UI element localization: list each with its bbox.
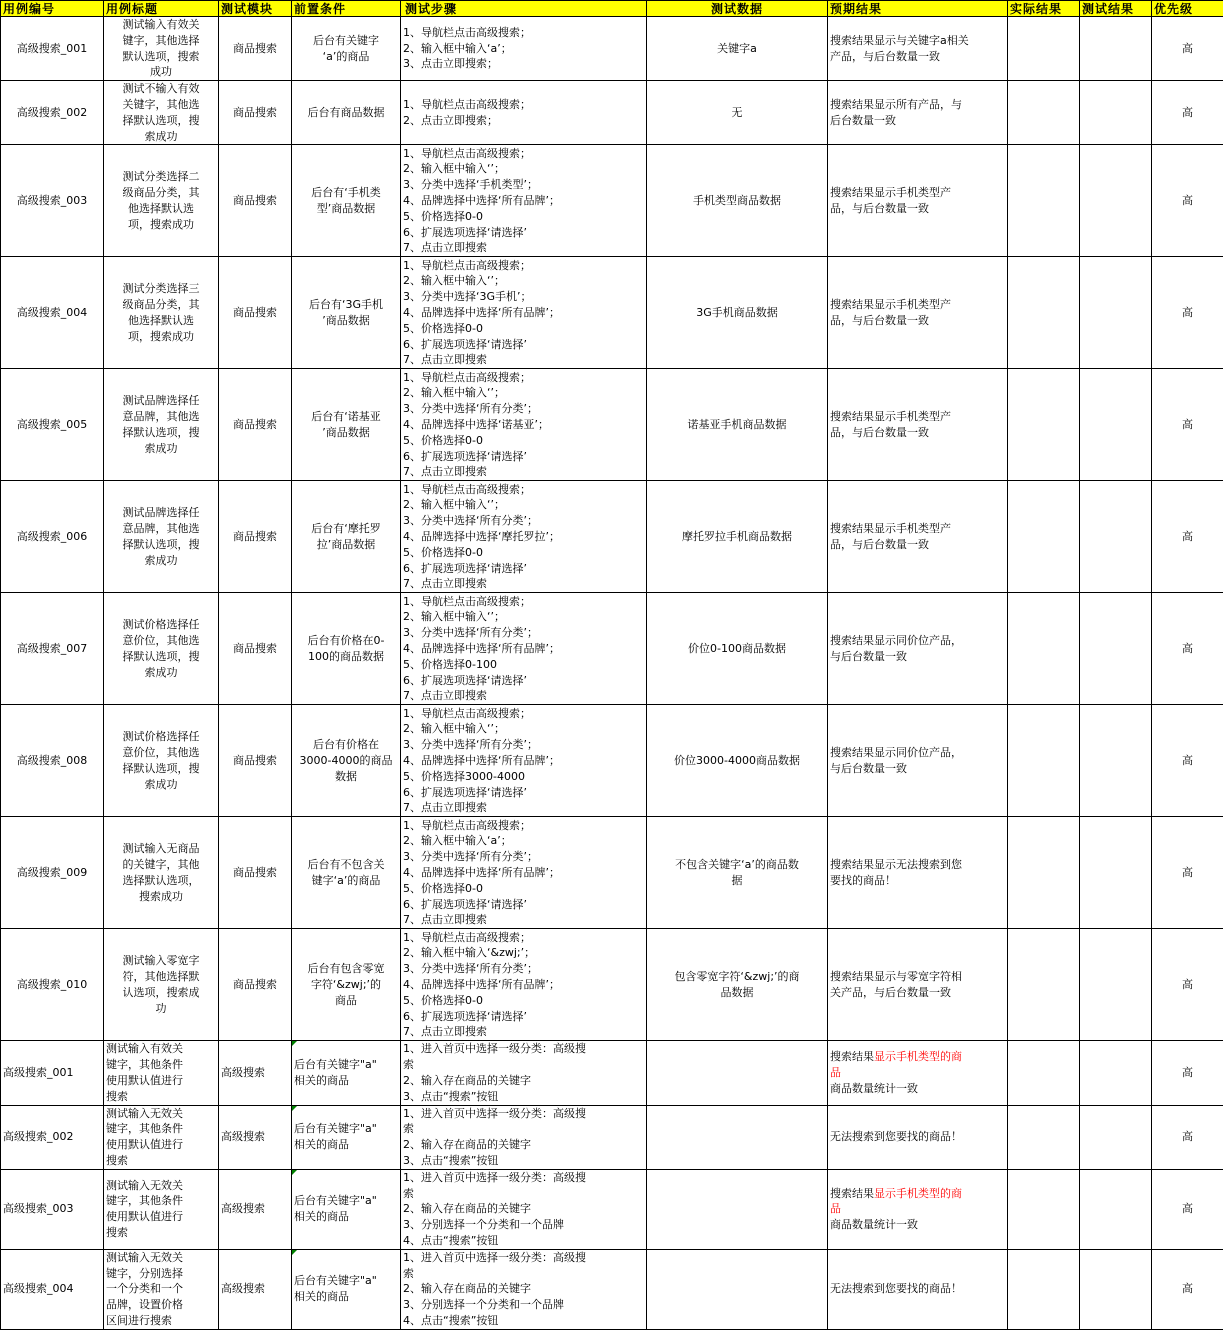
- table-row: [1, 369, 1223, 481]
- cell-actual-result[interactable]: [1008, 81, 1080, 145]
- cell-steps[interactable]: 1、导航栏点击高级搜索； 2、输入框中输入‘a’； 3、点击立即搜索；: [401, 17, 647, 81]
- cell-case-id[interactable]: 高级搜索_003: [1, 145, 104, 257]
- cell-test-result[interactable]: [1080, 257, 1152, 369]
- cell-case-id[interactable]: 高级搜索_003: [1, 1169, 104, 1249]
- cell-steps[interactable]: 1、导航栏点击高级搜索； 2、输入框中输入‘’； 3、分类中选择‘所有分类’； 4、品牌选择中选择‘摩托罗拉’； 5、价格选择0-0 6、扩展选项选择‘请选择’ 7、点击立即搜索: [401, 481, 647, 593]
- cell-test-result[interactable]: [1080, 1169, 1152, 1249]
- cell-case-id[interactable]: 高级搜索_005: [1, 369, 104, 481]
- header-actual[interactable]: 实际结果: [1008, 1, 1080, 17]
- cell-case-id[interactable]: 高级搜索_002: [1, 81, 104, 145]
- cell-actual-result[interactable]: [1008, 17, 1080, 81]
- cell-expected-result[interactable]: [828, 1169, 1008, 1249]
- cell-precondition[interactable]: 后台有关键字"a" 相关的商品: [292, 1169, 401, 1249]
- cell-steps[interactable]: 1、进入首页中选择一级分类：高级搜 索 2、输入存在商品的关键字 3、点击“搜索”按钮: [401, 1041, 647, 1105]
- cell-test-result[interactable]: [1080, 1041, 1152, 1105]
- cell-priority[interactable]: 高: [1152, 705, 1223, 817]
- cell-actual-result[interactable]: [1008, 1105, 1080, 1169]
- cell-test-data[interactable]: 价位0-100商品数据: [647, 593, 828, 705]
- cell-actual-result[interactable]: [1008, 929, 1080, 1041]
- cell-priority[interactable]: 高: [1152, 369, 1223, 481]
- header-test-data[interactable]: 测试数据: [647, 1, 828, 17]
- cell-expected-result[interactable]: 搜索结果显示同价位产品， 与后台数量一致: [828, 593, 1008, 705]
- cell-test-result[interactable]: [1080, 17, 1152, 81]
- cell-module[interactable]: 商品搜索: [219, 481, 292, 593]
- cell-case-title[interactable]: 测试不输入有效 关键字，其他选 择默认选项，搜 索成功: [104, 81, 219, 145]
- expected-text-tail: 商品数量统计一致: [830, 1218, 918, 1231]
- cell-module[interactable]: 商品搜索: [219, 705, 292, 817]
- cell-case-id[interactable]: 高级搜索_009: [1, 817, 104, 929]
- cell-priority[interactable]: 高: [1152, 1041, 1223, 1105]
- expected-text: 搜索结果: [830, 1050, 874, 1063]
- cell-steps[interactable]: 1、导航栏点击高级搜索； 2、输入框中输入‘&zwj;’； 3、分类中选择‘所有分类’； 4、品牌选择中选择‘所有品牌’； 5、价格选择0-0 6、扩展选项选择‘请选择’ 7、点击立即搜索: [401, 929, 647, 1041]
- cell-steps[interactable]: 1、导航栏点击高级搜索； 2、输入框中输入‘’； 3、分类中选择‘所有分类’； 4、品牌选择中选择‘所有品牌’； 5、价格选择0-100 6、扩展选项选择‘请选择’ 7、点击立即搜索: [401, 593, 647, 705]
- cell-precondition[interactable]: 后台有商品数据: [292, 81, 401, 145]
- cell-priority[interactable]: 高: [1152, 481, 1223, 593]
- cell-test-data[interactable]: 3G手机商品数据: [647, 257, 828, 369]
- cell-expected-result[interactable]: 搜索结果显示手机类型产 品，与后台数量一致: [828, 369, 1008, 481]
- expected-text: 搜索结果: [830, 1187, 874, 1200]
- cell-precondition[interactable]: 后台有价格在0- 100的商品数据: [292, 593, 401, 705]
- cell-case-id[interactable]: 高级搜索_004: [1, 1249, 104, 1329]
- cell-expected-result[interactable]: 搜索结果显示所有产品，与 后台数量一致: [828, 81, 1008, 145]
- cell-expected-result[interactable]: 搜索结果显示手机类型产 品，与后台数量一致: [828, 145, 1008, 257]
- cell-precondition[interactable]: 后台有关键字"a" 相关的商品: [292, 1105, 401, 1169]
- expected-text: 无法搜索到您要找的商品！: [830, 1130, 962, 1143]
- cell-module[interactable]: 高级搜索: [219, 1169, 292, 1249]
- header-case-id[interactable]: 用例编号: [1, 1, 104, 17]
- cell-precondition[interactable]: 后台有关键字"a" 相关的商品: [292, 1249, 401, 1329]
- cell-steps[interactable]: 1、导航栏点击高级搜索； 2、输入框中输入‘’； 3、分类中选择‘手机类型’； 4、品牌选择中选择‘所有品牌’； 5、价格选择0-0 6、扩展选项选择‘请选择’ 7、点击立即搜索: [401, 145, 647, 257]
- header-case-title[interactable]: 用例标题: [104, 1, 219, 17]
- cell-priority[interactable]: 高: [1152, 817, 1223, 929]
- cell-test-result[interactable]: [1080, 81, 1152, 145]
- cell-actual-result[interactable]: [1008, 1249, 1080, 1329]
- cell-test-result[interactable]: [1080, 1249, 1152, 1329]
- cell-precondition[interactable]: 后台有关键字"a" 相关的商品: [292, 1041, 401, 1105]
- cell-case-title[interactable]: 测试分类选择二 级商品分类，其 他选择默认选 项，搜索成功: [104, 145, 219, 257]
- cell-expected-result[interactable]: 搜索结果显示与关键字a相关 产品，与后台数量一致: [828, 17, 1008, 81]
- cell-module[interactable]: 高级搜索: [219, 1041, 292, 1105]
- cell-case-title[interactable]: 测试品牌选择任 意品牌，其他选 择默认选项，搜 索成功: [104, 369, 219, 481]
- cell-actual-result[interactable]: [1008, 705, 1080, 817]
- cell-priority[interactable]: 高: [1152, 929, 1223, 1041]
- cell-priority[interactable]: 高: [1152, 1249, 1223, 1329]
- cell-test-data[interactable]: 包含零宽字符‘&zwj;’的商 品数据: [647, 929, 828, 1041]
- header-module[interactable]: 测试模块: [219, 1, 292, 17]
- cell-expected-result[interactable]: 搜索结果显示无法搜索到您 要找的商品！: [828, 817, 1008, 929]
- cell-case-title[interactable]: 测试输入有效关 键字，其他选择 默认选项，搜索 成功: [104, 17, 219, 81]
- table-row: [1, 481, 1223, 593]
- cell-test-result[interactable]: [1080, 705, 1152, 817]
- cell-actual-result[interactable]: [1008, 369, 1080, 481]
- cell-test-data[interactable]: 关键字a: [647, 17, 828, 81]
- cell-module[interactable]: 商品搜索: [219, 593, 292, 705]
- table-row: [1, 1041, 1223, 1105]
- table-row: [1, 81, 1223, 145]
- cell-test-data[interactable]: 价位3000-4000商品数据: [647, 705, 828, 817]
- cell-actual-result[interactable]: [1008, 145, 1080, 257]
- cell-steps[interactable]: 1、导航栏点击高级搜索； 2、输入框中输入‘’； 3、分类中选择‘3G手机’； 4、品牌选择中选择‘所有品牌’； 5、价格选择0-0 6、扩展选项选择‘请选择’ 7、点击立即搜索: [401, 257, 647, 369]
- cell-steps[interactable]: 1、导航栏点击高级搜索； 2、输入框中输入‘’； 3、分类中选择‘所有分类’； 4、品牌选择中选择‘诺基亚’； 5、价格选择0-0 6、扩展选项选择‘请选择’ 7、点击立即搜索: [401, 369, 647, 481]
- cell-case-id[interactable]: 高级搜索_004: [1, 257, 104, 369]
- cell-priority[interactable]: 高: [1152, 1169, 1223, 1249]
- cell-module[interactable]: 商品搜索: [219, 369, 292, 481]
- cell-expected-result[interactable]: 搜索结果显示手机类型产 品，与后台数量一致: [828, 257, 1008, 369]
- cell-steps[interactable]: 1、进入首页中选择一级分类：高级搜 索 2、输入存在商品的关键字 3、分别选择一个分类和一个品牌 4、点击“搜索”按钮: [401, 1249, 647, 1329]
- cell-case-title[interactable]: 测试输入无效关 键字，其他条件 使用默认值进行 搜索: [104, 1105, 219, 1169]
- cell-case-id[interactable]: 高级搜索_006: [1, 481, 104, 593]
- cell-test-data[interactable]: [647, 1105, 828, 1169]
- cell-case-id[interactable]: 高级搜索_007: [1, 593, 104, 705]
- cell-steps[interactable]: 1、导航栏点击高级搜索； 2、输入框中输入‘’； 3、分类中选择‘所有分类’； 4、品牌选择中选择‘所有品牌’； 5、价格选择3000-4000 6、扩展选项选择‘请选择’ 7、点击立即搜索: [401, 705, 647, 817]
- table-row: [1, 17, 1223, 81]
- cell-expected-result[interactable]: [828, 1249, 1008, 1329]
- cell-module[interactable]: 高级搜索: [219, 1249, 292, 1329]
- cell-precondition[interactable]: 后台有‘诺基亚 ’商品数据: [292, 369, 401, 481]
- cell-module[interactable]: 商品搜索: [219, 817, 292, 929]
- cell-case-id[interactable]: 高级搜索_010: [1, 929, 104, 1041]
- header-priority[interactable]: 优先级: [1152, 1, 1223, 17]
- cell-precondition[interactable]: 后台有‘手机类 型’商品数据: [292, 145, 401, 257]
- cell-precondition[interactable]: 后台有关键字 ‘a’的商品: [292, 17, 401, 81]
- cell-test-data[interactable]: [647, 1041, 828, 1105]
- cell-priority[interactable]: 高: [1152, 145, 1223, 257]
- cell-steps[interactable]: 1、导航栏点击高级搜索； 2、点击立即搜索；: [401, 81, 647, 145]
- expected-highlight: 显示手机类型的商 品: [830, 1187, 962, 1216]
- cell-precondition[interactable]: 后台有包含零宽 字符‘&zwj;’的 商品: [292, 929, 401, 1041]
- header-precondition[interactable]: 前置条件: [292, 1, 401, 17]
- cell-actual-result[interactable]: [1008, 1169, 1080, 1249]
- table-row: [1, 1105, 1223, 1169]
- cell-module[interactable]: 商品搜索: [219, 257, 292, 369]
- cell-test-result[interactable]: [1080, 817, 1152, 929]
- cell-test-result[interactable]: [1080, 145, 1152, 257]
- cell-test-data[interactable]: 无: [647, 81, 828, 145]
- header-row: [1, 1, 1223, 17]
- cell-steps[interactable]: 1、导航栏点击高级搜索； 2、输入框中输入‘a’； 3、分类中选择‘所有分类’； 4、品牌选择中选择‘所有品牌’； 5、价格选择0-0 6、扩展选项选择‘请选择’ 7、点击立即搜索: [401, 817, 647, 929]
- cell-steps[interactable]: 1、进入首页中选择一级分类：高级搜 索 2、输入存在商品的关键字 3、分别选择一个分类和一个品牌 4、点击“搜索”按钮: [401, 1169, 647, 1249]
- table-row: [1, 257, 1223, 369]
- cell-actual-result[interactable]: [1008, 817, 1080, 929]
- header-result[interactable]: 测试结果: [1080, 1, 1152, 17]
- cell-module[interactable]: 商品搜索: [219, 17, 292, 81]
- cell-case-id[interactable]: 高级搜索_002: [1, 1105, 104, 1169]
- cell-case-id[interactable]: 高级搜索_008: [1, 705, 104, 817]
- cell-expected-result[interactable]: 搜索结果显示同价位产品， 与后台数量一致: [828, 705, 1008, 817]
- table-row: [1, 817, 1223, 929]
- cell-case-title[interactable]: 测试价格选择任 意价位，其他选 择默认选项，搜 索成功: [104, 593, 219, 705]
- cell-case-title[interactable]: 测试输入有效关 键字，其他条件 使用默认值进行 搜索: [104, 1041, 219, 1105]
- cell-expected-result[interactable]: [828, 1041, 1008, 1105]
- cell-case-title[interactable]: 测试输入无效关 键字，分别选择 一个分类和一个 品牌，设置价格 区间进行搜索: [104, 1249, 219, 1329]
- cell-priority[interactable]: 高: [1152, 593, 1223, 705]
- cell-priority[interactable]: 高: [1152, 81, 1223, 145]
- cell-case-id[interactable]: 高级搜索_001: [1, 17, 104, 81]
- expected-text: 无法搜索到您要找的商品！: [830, 1282, 962, 1295]
- cell-test-result[interactable]: [1080, 481, 1152, 593]
- cell-case-title[interactable]: 测试价格选择任 意价位，其他选 择默认选项，搜 索成功: [104, 705, 219, 817]
- cell-test-result[interactable]: [1080, 369, 1152, 481]
- cell-expected-result[interactable]: [828, 1105, 1008, 1169]
- header-steps[interactable]: 测试步骤: [401, 1, 647, 17]
- cell-actual-result[interactable]: [1008, 593, 1080, 705]
- cell-case-title[interactable]: 测试分类选择三 级商品分类，其 他选择默认选 项，搜索成功: [104, 257, 219, 369]
- cell-actual-result[interactable]: [1008, 481, 1080, 593]
- table-row: [1, 1249, 1223, 1329]
- header-expected[interactable]: 预期结果: [828, 1, 1008, 17]
- table-row: [1, 705, 1223, 817]
- cell-test-result[interactable]: [1080, 929, 1152, 1041]
- cell-test-data[interactable]: 摩托罗拉手机商品数据: [647, 481, 828, 593]
- cell-expected-result[interactable]: 搜索结果显示手机类型产 品，与后台数量一致: [828, 481, 1008, 593]
- cell-actual-result[interactable]: [1008, 257, 1080, 369]
- cell-test-data[interactable]: [647, 1249, 828, 1329]
- table-row: [1, 1169, 1223, 1249]
- cell-module[interactable]: 商品搜索: [219, 145, 292, 257]
- cell-case-title[interactable]: 测试输入无商品 的关键字，其他 选择默认选项， 搜索成功: [104, 817, 219, 929]
- table-row: [1, 929, 1223, 1041]
- cell-case-id[interactable]: 高级搜索_001: [1, 1041, 104, 1105]
- cell-test-data[interactable]: [647, 1169, 828, 1249]
- table-row: [1, 593, 1223, 705]
- cell-case-title[interactable]: 测试输入无效关 键字，其他条件 使用默认值进行 搜索: [104, 1169, 219, 1249]
- expected-highlight: 显示手机类型的商 品: [830, 1050, 962, 1079]
- cell-precondition[interactable]: 后台有‘摩托罗 拉’商品数据: [292, 481, 401, 593]
- cell-test-data[interactable]: 不包含关键字‘a’的商品数 据: [647, 817, 828, 929]
- cell-precondition[interactable]: 后台有价格在 3000-4000的商品 数据: [292, 705, 401, 817]
- cell-module[interactable]: 商品搜索: [219, 929, 292, 1041]
- cell-priority[interactable]: 高: [1152, 1105, 1223, 1169]
- expected-text-tail: 商品数量统计一致: [830, 1082, 918, 1095]
- cell-actual-result[interactable]: [1008, 1041, 1080, 1105]
- cell-test-result[interactable]: [1080, 1105, 1152, 1169]
- cell-case-title[interactable]: 测试品牌选择任 意品牌，其他选 择默认选项，搜 索成功: [104, 481, 219, 593]
- cell-precondition[interactable]: 后台有不包含关 键字‘a’的商品: [292, 817, 401, 929]
- cell-module[interactable]: 高级搜索: [219, 1105, 292, 1169]
- table-row: [1, 145, 1223, 257]
- cell-test-data[interactable]: 诺基亚手机商品数据: [647, 369, 828, 481]
- cell-module[interactable]: 商品搜索: [219, 81, 292, 145]
- cell-priority[interactable]: 高: [1152, 17, 1223, 81]
- table-body: [1, 17, 1223, 1330]
- cell-steps[interactable]: 1、进入首页中选择一级分类：高级搜 索 2、输入存在商品的关键字 3、点击“搜索”按钮: [401, 1105, 647, 1169]
- cell-test-data[interactable]: 手机类型商品数据: [647, 145, 828, 257]
- cell-case-title[interactable]: 测试输入零宽字 符，其他选择默 认选项，搜索成 功: [104, 929, 219, 1041]
- cell-precondition[interactable]: 后台有‘3G手机 ’商品数据: [292, 257, 401, 369]
- cell-test-result[interactable]: [1080, 593, 1152, 705]
- cell-priority[interactable]: 高: [1152, 257, 1223, 369]
- cell-expected-result[interactable]: 搜索结果显示与零宽字符相 关产品，与后台数量一致: [828, 929, 1008, 1041]
